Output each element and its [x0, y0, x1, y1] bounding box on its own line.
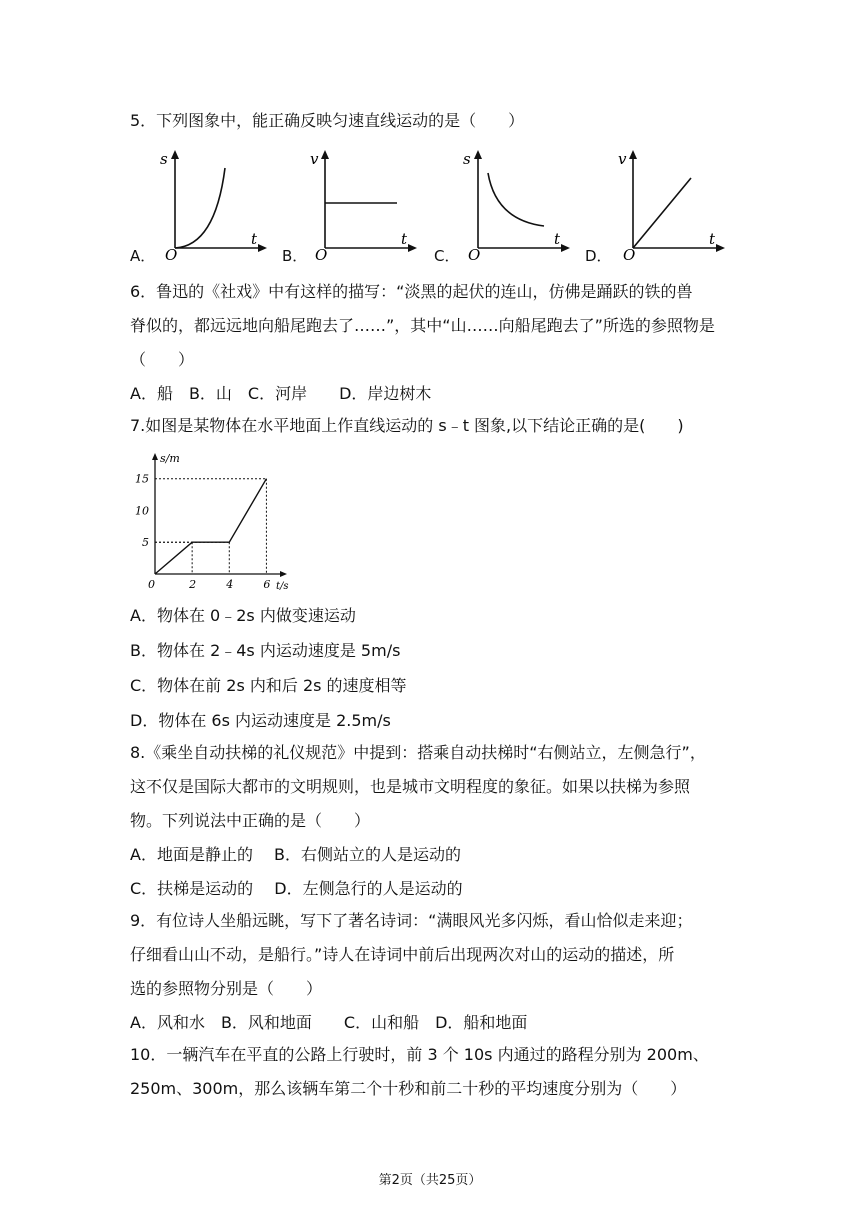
q8-line-1: 8.《乘坐自动扶梯的礼仪规范》中提到：搭乘自动扶梯时“右侧站立，左侧急行”， — [130, 743, 706, 762]
q9-line-3: 选的参照物分别是（ ） — [130, 979, 323, 998]
q8-line-3: 物。下列说法中正确的是（ ） — [130, 811, 371, 830]
axis-label-t: t — [401, 230, 408, 248]
q7-stem: 7.如图是某物体在水平地面上作直线运动的 s﹣t 图象,以下结论正确的是( ) — [130, 416, 684, 435]
q5-graph-a — [155, 148, 267, 260]
q7-option-a: A．物体在 0﹣2s 内做变速运动 — [130, 606, 356, 625]
q8-options-cd: C．扶梯是运动的 D．左侧急行的人是运动的 — [130, 879, 463, 898]
axis-label-s: s — [160, 150, 168, 168]
x-axis-arrow — [280, 571, 287, 577]
y-tick-label: 10 — [135, 504, 149, 518]
axis-label-t: t — [554, 230, 561, 248]
x-tick-label: 0 — [148, 578, 155, 591]
q6-line-3: （ ） — [130, 350, 195, 369]
q8-options-ab: A．地面是静止的 B．右侧站立的人是运动的 — [130, 845, 462, 864]
origin-label: O — [165, 246, 178, 260]
origin-label: O — [468, 246, 481, 260]
y-tick-label: 15 — [135, 472, 149, 486]
q9-line-2: 仔细看山山不动，是船行。”诗人在诗词中前后出现两次对山的运动的描述，所 — [130, 945, 675, 964]
axis-label-v: v — [618, 150, 627, 168]
x-tick-label: 6 — [263, 578, 271, 591]
q8-line-2: 这不仅是国际大都市的文明规则，也是城市文明程度的象征。如果以扶梯为参照 — [130, 777, 691, 796]
q7-option-c: C．物体在前 2s 内和后 2s 的速度相等 — [130, 676, 407, 695]
q9-line-1: 9．有位诗人坐船远眺，写下了著名诗词：“满眼风光多闪烁，看山恰似走来迎； — [130, 911, 693, 930]
axis-label-t: t — [251, 230, 258, 248]
q7-option-d: D．物体在 6s 内运动速度是 2.5m/s — [130, 711, 391, 730]
q6-options: A．船 B．山 C．河岸 D．岸边树木 — [130, 384, 432, 403]
origin-label: O — [623, 246, 636, 260]
y-axis-arrow — [152, 453, 158, 460]
q7-option-b: B．物体在 2﹣4s 内运动速度是 5m/s — [130, 641, 401, 660]
q10-line-1: 10．一辆汽车在平直的公路上行驶时，前 3 个 10s 内通过的路程分别为 200m、 — [130, 1045, 709, 1064]
axis-label-v: v — [310, 150, 319, 168]
q5-option-d: D． — [585, 247, 612, 265]
q6-line-2: 脊似的，都远远地向船尾跑去了……”，其中“山……向船尾跑去了”所选的参照物是 — [130, 316, 715, 335]
q5-graph-c — [458, 148, 570, 260]
q9-options: A．风和水 B．风和地面 C．山和船 D．船和地面 — [130, 1013, 528, 1032]
page-footer: 第2页（共25页） — [378, 1173, 482, 1188]
q5-option-a: A． — [130, 247, 156, 265]
q10-line-2: 250m、300m，那么该辆车第二个十秒和前二十秒的平均速度分别为（ ） — [130, 1079, 687, 1098]
y-tick-label: 5 — [142, 536, 149, 550]
q5-option-c: C． — [434, 247, 460, 265]
axis-label-s: s — [463, 150, 471, 168]
series-line — [155, 479, 266, 574]
axis-label-t: t — [709, 230, 716, 248]
q5-graph-d — [613, 148, 725, 260]
q6-line-1: 6．鲁迅的《社戏》中有这样的描写：“淡黑的起伏的连山，仿佛是踊跃的铁的兽 — [130, 282, 693, 301]
q5-stem: 5．下列图象中，能正确反映匀速直线运动的是（ ） — [130, 111, 525, 130]
x-tick-label: 2 — [189, 578, 197, 591]
q5-option-b: B． — [282, 247, 308, 265]
st-graph — [130, 450, 290, 592]
x-tick-label: 4 — [226, 578, 234, 591]
q5-graph-b — [305, 148, 417, 260]
y-axis-label: s/m — [160, 452, 180, 465]
origin-label: O — [315, 246, 328, 260]
x-axis-label: t/s — [276, 581, 289, 592]
